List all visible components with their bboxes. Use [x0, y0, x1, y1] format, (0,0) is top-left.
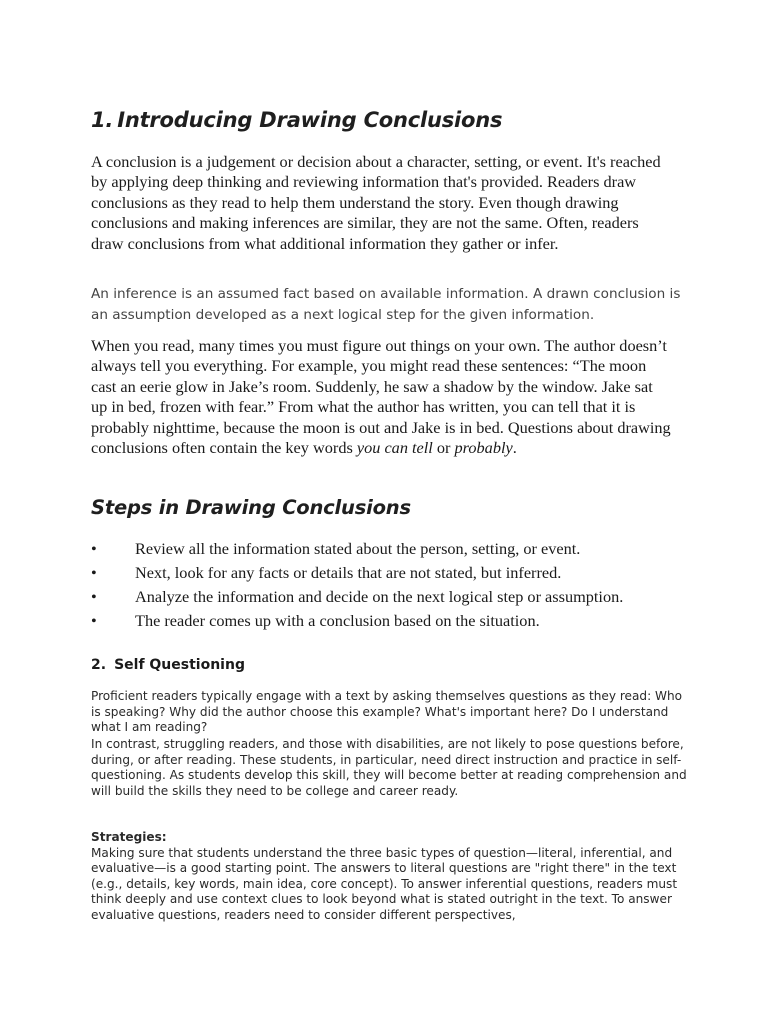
step-text: Next, look for any facts or details that are not stated, but inferred.: [135, 563, 562, 582]
key-word-you-can-tell: you can tell: [356, 438, 433, 458]
steps-heading: Steps in Drawing Conclusions: [91, 496, 411, 519]
period: .: [512, 438, 517, 458]
section-1-title: Introducing Drawing Conclusions: [117, 108, 503, 132]
inference-paragraph: An inference is an assumed fact based on available information. A drawn conclusion is an assumption developed as a next logical step for the given information.: [91, 286, 681, 323]
key-word-probably: probably: [454, 438, 513, 458]
step-text: The reader comes up with a conclusion based on the situation.: [135, 611, 540, 630]
struggling-readers-paragraph: In contrast, struggling readers, and those with disabilities, are not likely to pose questions before, during, or after reading. These students, in particular, need direct instruction and practice in self-questioning. As students develop this skill, they will become better at reading comprehension and will build the skills they need to be college and career ready.: [91, 737, 687, 798]
bullet-icon: •: [91, 587, 97, 606]
strategies-paragraph: [91, 830, 691, 924]
bullet-icon: •: [91, 563, 97, 582]
section-1-heading: [91, 108, 502, 132]
reading-example-text: When you read, many times you must figure out things on your own. The author doesn’t always tell you everything. For example, you might read these sentences: “The moon cast an eerie glow in Jake’s room. Suddenly, he saw a shadow by the window. Jake sat up in bed, frozen with fear.” From what the author has written, you can tell that it is probably nighttime, because the moon is out and Jake is in bed. Questions about drawing conclusions often contain the key words: [91, 336, 671, 458]
steps-list-item: [91, 563, 681, 583]
steps-list-item: [91, 587, 681, 607]
bullet-icon: •: [91, 539, 97, 558]
section-1-number: 1.: [91, 108, 114, 132]
steps-list-item: [91, 611, 681, 631]
steps-list-item: [91, 539, 681, 559]
proficient-readers-paragraph: Proficient readers typically engage with a text by asking themselves questions as they read: Who is speaking? Why did the author choose this example? What's important here? Do I understand what I am reading?: [91, 689, 683, 735]
strategies-label: Strategies:: [91, 830, 167, 844]
or-connector: or: [432, 438, 455, 458]
strategies-text: Making sure that students understand the three basic types of question—literal, inferential, and evaluative—is a good starting point. The answers to literal questions are "right there" in the text (e.g., details, key words, main idea, core concept). To answer inferential questions, readers must think deeply and use context clues to look beyond what is stated outright in the text. To answer evaluative questions, readers need to consider different perspectives,: [91, 845, 678, 922]
section-2-title: Self Questioning: [114, 657, 245, 673]
reading-example-paragraph: [91, 336, 673, 458]
step-text: Analyze the information and decide on the next logical step or assumption.: [135, 587, 624, 606]
step-text: Review all the information stated about the person, setting, or event.: [135, 539, 581, 558]
section-2-heading: [91, 657, 245, 673]
conclusion-definition-paragraph: A conclusion is a judgement or decision about a character, setting, or event. It's reached by applying deep thinking and reviewing information that's provided. Readers draw conclusions as they read to help them understand the story. Even though drawing conclusions and making inferences are similar, they are not the same. Often, readers draw conclusions from what additional information they gather or infer.: [91, 152, 661, 253]
steps-list: [91, 539, 681, 635]
section-2-number: 2.: [91, 657, 107, 673]
bullet-icon: •: [91, 611, 97, 630]
